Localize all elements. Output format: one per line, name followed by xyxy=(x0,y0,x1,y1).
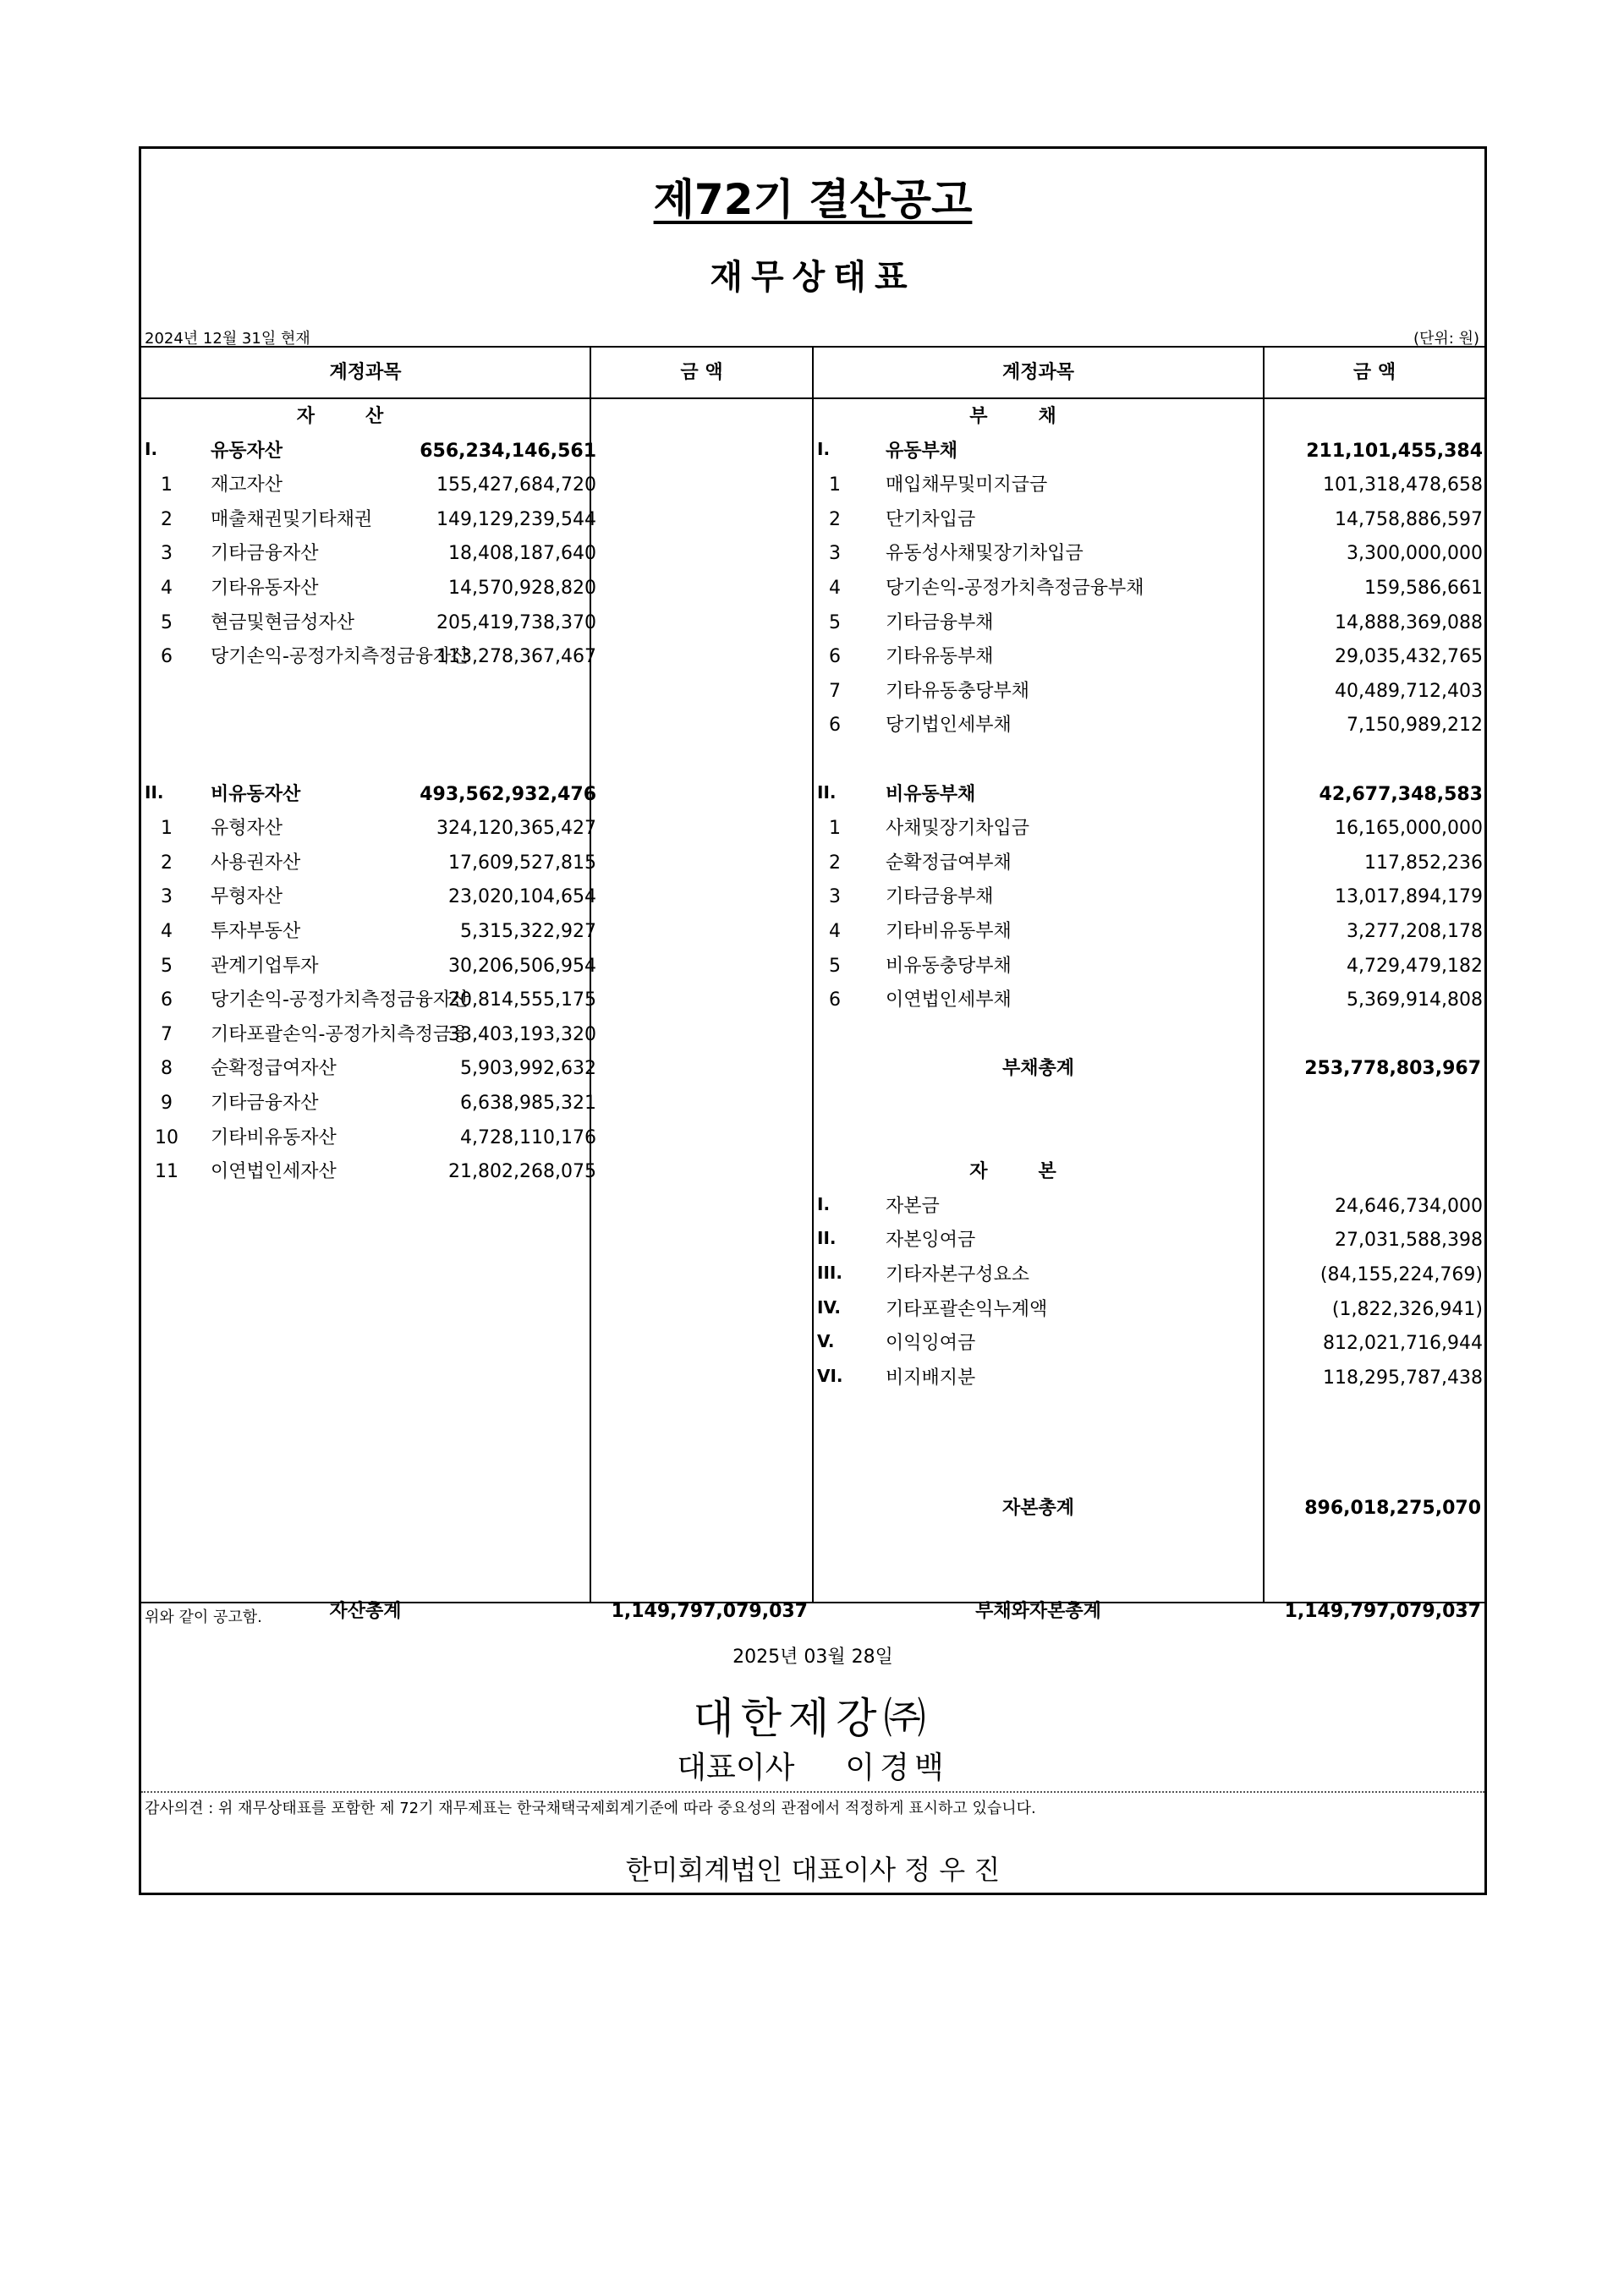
item-number: 1 xyxy=(829,818,841,840)
account-label: 사용권자산 xyxy=(211,852,301,874)
total-amount: 1,149,797,079,037 xyxy=(1284,1600,1481,1622)
roman-numeral: V. xyxy=(817,1331,835,1352)
roman-numeral: II. xyxy=(145,781,164,803)
account-label: 현금및현금성자산 xyxy=(211,611,355,633)
item-number: 6 xyxy=(829,646,841,668)
account-label: 기타비유동부채 xyxy=(886,921,1012,942)
header-amount-right: 금 액 xyxy=(1352,362,1396,383)
amount: 812,021,716,944 xyxy=(1323,1333,1483,1355)
amount: 4,728,110,176 xyxy=(460,1126,596,1148)
account-label: 기타유동부채 xyxy=(886,646,994,668)
amount: 5,369,914,808 xyxy=(1347,989,1483,1011)
ceo-name: 이경백 xyxy=(845,1751,949,1785)
amount: 24,646,734,000 xyxy=(1335,1195,1483,1217)
account-label: 기타유동충당부채 xyxy=(886,680,1030,702)
section-heading: 부채 xyxy=(969,406,1107,427)
item-number: 11 xyxy=(155,1161,178,1183)
item-number: 5 xyxy=(829,611,841,633)
account-label: 기타유동자산 xyxy=(211,578,319,599)
item-number: 2 xyxy=(829,508,841,530)
account-label: 유동성사채및장기차입금 xyxy=(886,543,1084,565)
item-number: 2 xyxy=(161,508,173,530)
amount: 101,318,478,658 xyxy=(1323,474,1483,496)
statement-title: 재무상태표 xyxy=(710,258,916,297)
roman-numeral: I. xyxy=(145,438,158,459)
total-label: 부채와자본총계 xyxy=(975,1600,1101,1622)
amount: 6,638,985,321 xyxy=(460,1093,596,1114)
item-number: 5 xyxy=(161,955,173,977)
header-amount-left: 금 액 xyxy=(680,362,723,383)
amount: 23,020,104,654 xyxy=(448,886,596,908)
item-number: 6 xyxy=(829,989,841,1011)
total-amount: 896,018,275,070 xyxy=(1304,1498,1481,1520)
amount: 211,101,455,384 xyxy=(1306,440,1483,462)
account-label: 비지배지분 xyxy=(886,1367,976,1389)
item-number: 6 xyxy=(161,989,173,1011)
header-account-right: 계정과목 xyxy=(1001,362,1074,383)
item-number: 4 xyxy=(829,921,841,942)
amount: 4,729,479,182 xyxy=(1347,955,1483,977)
unit-label: (단위: 원) xyxy=(1413,330,1479,348)
item-number: 2 xyxy=(161,852,173,874)
item-number: 3 xyxy=(829,886,841,908)
amount: 16,165,000,000 xyxy=(1335,818,1483,840)
item-number: 4 xyxy=(161,921,173,942)
amount: 656,234,146,561 xyxy=(420,440,596,462)
amount: 13,017,894,179 xyxy=(1335,886,1483,908)
account-label: 재고자산 xyxy=(211,474,283,496)
company-name: 대한제강㈜ xyxy=(693,1694,933,1743)
total-label: 자산총계 xyxy=(329,1600,402,1622)
amount: 17,609,527,815 xyxy=(448,852,596,874)
account-label: 단기차입금 xyxy=(886,508,976,530)
account-label: 순확정급여부채 xyxy=(886,852,1012,874)
item-number: 7 xyxy=(829,680,841,702)
item-number: 3 xyxy=(161,886,173,908)
account-label: 이연법인세자산 xyxy=(211,1161,337,1183)
total-label: 자본총계 xyxy=(1001,1498,1074,1520)
amount: 155,427,684,720 xyxy=(436,474,596,496)
account-label: 기타비유동자산 xyxy=(211,1126,337,1148)
notice-text: 위와 같이 공고함. xyxy=(145,1608,262,1626)
section-heading: 자본 xyxy=(969,1161,1107,1183)
item-number: 6 xyxy=(161,646,173,668)
item-number: 1 xyxy=(829,474,841,496)
amount: 205,419,738,370 xyxy=(436,611,596,633)
roman-numeral: II. xyxy=(817,781,837,803)
amount: (1,822,326,941) xyxy=(1331,1298,1483,1320)
amount: 5,903,992,632 xyxy=(460,1058,596,1080)
amount: 493,562,932,476 xyxy=(420,783,596,805)
item-number: 9 xyxy=(161,1093,173,1114)
account-label: 순확정급여자산 xyxy=(211,1058,337,1080)
amount: 21,802,268,075 xyxy=(448,1161,596,1183)
total-amount: 253,778,803,967 xyxy=(1304,1058,1481,1080)
item-number: 5 xyxy=(161,611,173,633)
ceo-title: 대표이사 xyxy=(677,1751,795,1785)
account-label: 사채및장기차입금 xyxy=(886,818,1030,840)
account-label: 기타금융자산 xyxy=(211,543,319,565)
total-amount: 1,149,797,079,037 xyxy=(611,1600,808,1622)
section-heading: 자산 xyxy=(296,406,435,427)
amount: 29,035,432,765 xyxy=(1335,646,1483,668)
amount: 40,489,712,403 xyxy=(1335,680,1483,702)
ceo-line xyxy=(141,1744,1484,1787)
roman-numeral: I. xyxy=(817,1193,831,1214)
roman-numeral: III. xyxy=(817,1263,842,1283)
amount: 30,206,506,954 xyxy=(448,955,596,977)
amount: 42,677,348,583 xyxy=(1319,783,1483,805)
amount: 5,315,322,927 xyxy=(460,921,596,942)
account-label: 매입채무및미지급금 xyxy=(886,474,1048,496)
account-label: 비유동부채 xyxy=(886,783,976,805)
account-label: 기타포괄손익누계액 xyxy=(886,1298,1048,1320)
as-of-date: 2024년 12월 31일 현재 xyxy=(145,330,310,348)
account-label: 기타금융부채 xyxy=(886,886,994,908)
account-label: 비유동충당부채 xyxy=(886,955,1012,977)
item-number: 10 xyxy=(155,1126,178,1148)
amount: 118,295,787,438 xyxy=(1323,1367,1483,1389)
notice-date: 2025년 03월 28일 xyxy=(732,1647,893,1668)
amount: 159,586,661 xyxy=(1364,578,1483,599)
amount: 3,277,208,178 xyxy=(1347,921,1483,942)
item-number: 1 xyxy=(161,818,173,840)
account-label: 관계기업투자 xyxy=(211,955,319,977)
item-number: 6 xyxy=(829,715,841,737)
notice-frame xyxy=(139,146,1487,1895)
roman-numeral: I. xyxy=(817,438,831,459)
roman-numeral: IV. xyxy=(817,1296,841,1318)
item-number: 8 xyxy=(161,1058,173,1080)
auditor-signature: 한미회계법인 대표이사 정 우 진 xyxy=(625,1854,1001,1886)
amount: 149,129,239,544 xyxy=(436,508,596,530)
amount: 113,278,367,467 xyxy=(436,646,596,668)
account-label: 당기손익-공정가치측정금융자산 xyxy=(211,646,469,668)
item-number: 1 xyxy=(161,474,173,496)
item-number: 2 xyxy=(829,852,841,874)
amount: 20,814,555,175 xyxy=(448,989,596,1011)
account-label: 이익잉여금 xyxy=(886,1333,976,1355)
item-number: 4 xyxy=(161,578,173,599)
notice-title: 제72기 결산공고 xyxy=(653,175,973,224)
account-label: 당기손익-공정가치측정금융부채 xyxy=(886,578,1144,599)
amount: 3,300,000,000 xyxy=(1347,543,1483,565)
audit-opinion: 감사의견 : 위 재무상태표를 포함한 제 72기 재무제표는 한국채택국제회계기준에 따라 중요성의 관점에서 적정하게 표시하고 있습니다. xyxy=(145,1800,1036,1817)
account-label: 유동자산 xyxy=(211,440,283,462)
item-number: 7 xyxy=(161,1023,173,1045)
account-label: 기타금융부채 xyxy=(886,611,994,633)
amount: 27,031,588,398 xyxy=(1335,1230,1483,1252)
amount: 117,852,236 xyxy=(1364,852,1483,874)
amount: 14,888,369,088 xyxy=(1335,611,1483,633)
account-label: 기타포괄손익-공정가치측정금융 xyxy=(211,1023,469,1045)
item-number: 3 xyxy=(161,543,173,565)
account-label: 유동부채 xyxy=(886,440,958,462)
account-label: 당기손익-공정가치측정금융자산 xyxy=(211,989,469,1011)
account-label: 무형자산 xyxy=(211,886,283,908)
item-number: 3 xyxy=(829,543,841,565)
amount: 14,758,886,597 xyxy=(1335,508,1483,530)
amount: 7,150,989,212 xyxy=(1347,715,1483,737)
total-label: 부채총계 xyxy=(1001,1058,1074,1080)
account-label: 기타금융자산 xyxy=(211,1093,319,1114)
amount: 18,408,187,640 xyxy=(448,543,596,565)
account-label: 자본잉여금 xyxy=(886,1230,976,1252)
item-number: 4 xyxy=(829,578,841,599)
header-account-left: 계정과목 xyxy=(329,362,402,383)
roman-numeral: II. xyxy=(817,1228,837,1249)
account-label: 기타자본구성요소 xyxy=(886,1264,1030,1285)
account-label: 당기법인세부채 xyxy=(886,715,1012,737)
amount: 14,570,928,820 xyxy=(448,578,596,599)
account-label: 이연법인세부채 xyxy=(886,989,1012,1011)
amount: (84,155,224,769) xyxy=(1320,1264,1483,1285)
amount: 33,403,193,320 xyxy=(448,1023,596,1045)
amount: 324,120,365,427 xyxy=(436,818,596,840)
account-label: 매출채권및기타채권 xyxy=(211,508,373,530)
account-label: 유형자산 xyxy=(211,818,283,840)
account-label: 자본금 xyxy=(886,1195,940,1217)
account-label: 비유동자산 xyxy=(211,783,301,805)
item-number: 5 xyxy=(829,955,841,977)
roman-numeral: VI. xyxy=(817,1365,843,1386)
account-label: 투자부동산 xyxy=(211,921,301,942)
